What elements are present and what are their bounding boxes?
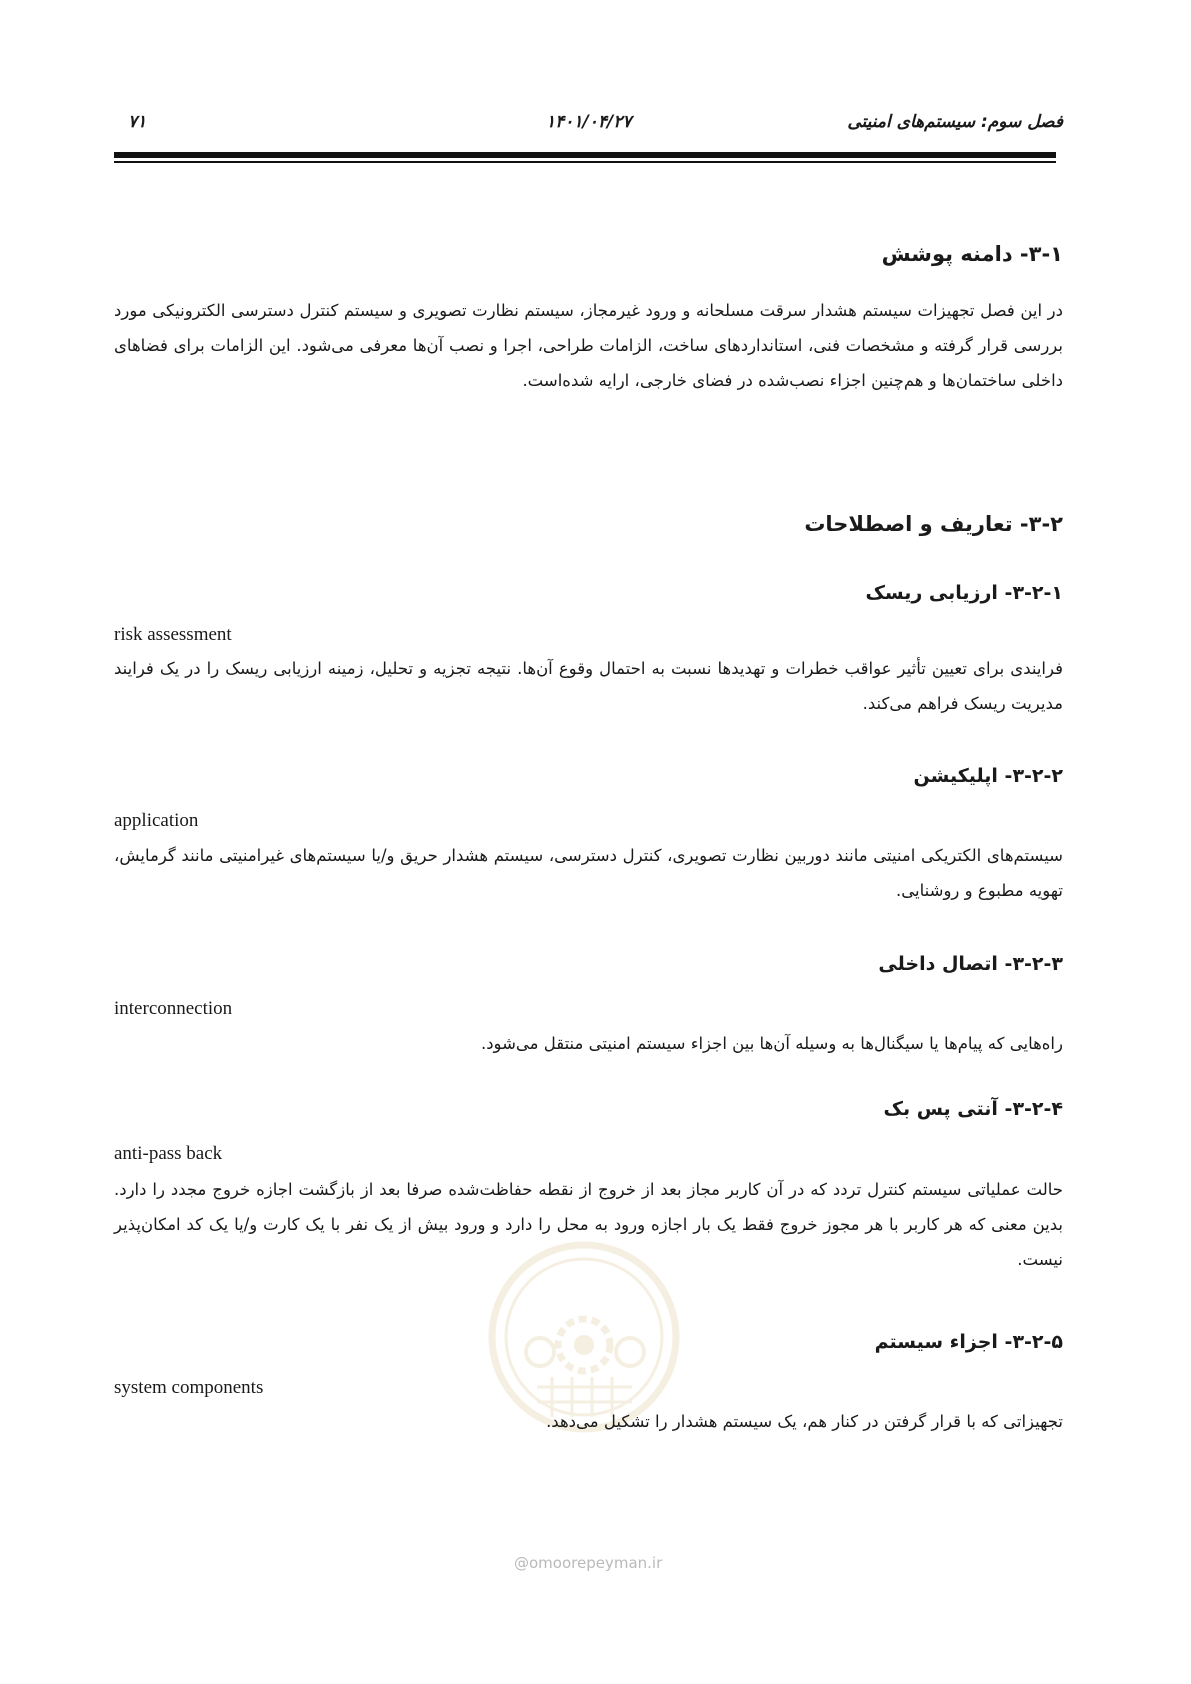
- definition-interconnection: راه‌هایی که پیام‌ها یا سیگنال‌ها به وسیله آن‌ها بین اجزاء سیستم امنیتی منتقل می‌شود.: [480, 1034, 1063, 1053]
- definition-system-components: تجهیزاتی که با قرار گرفتن در کنار هم، یک سیستم هشدار را تشکیل می‌دهد.: [546, 1412, 1063, 1431]
- definition-application: سیستم‌های الکتریکی امنیتی مانند دوربین نظارت تصویری، کنترل دسترسی، سیستم هشدار حریق و/یا سیستم‌های غیرامنیتی مانند گرمایش، تهویه مطبوع و روشنایی.: [114, 846, 1063, 900]
- definition-anti-pass-back: حالت عملیاتی سیستم کنترل تردد که در آن کاربر مجاز بعد از خروج از نقطه حفاظت‌شده صرفا بعد از بازگشت اجازه خروج مجدد را دارد. بدین معنی که هر کاربر با هر مجوز خروج فقط یک بار اجازه ورود به محل را دارد و ورود بیش از یک نفر با یک کارت و/یا یک کد امکان‌پذیر نیست.: [114, 1180, 1063, 1269]
- header-rule-thick: [114, 152, 1056, 158]
- page-number: ۷۱: [128, 112, 147, 132]
- running-header-chapter: فصل سوم: سیستم‌های امنیتی: [847, 112, 1063, 132]
- english-term-system-components: system components: [114, 1377, 264, 1398]
- header-rule-thin: [114, 161, 1056, 163]
- subsection-heading-anti-pass-back: ۳-۲-۴- آنتی پس بک: [883, 1098, 1063, 1120]
- english-term-risk-assessment: risk assessment: [114, 624, 232, 645]
- subsection-heading-application: ۳-۲-۲- اپلیکیشن: [913, 765, 1063, 787]
- subsection-heading-interconnection: ۳-۲-۳- اتصال داخلی: [878, 953, 1063, 975]
- watermark-url: @omoorepeyman.ir: [514, 1554, 663, 1572]
- running-header-date: ۱۴۰۱/۰۴/۲۷: [546, 112, 632, 132]
- english-term-anti-pass-back: anti-pass back: [114, 1143, 223, 1164]
- definition-risk-assessment: فرایندی برای تعیین تأثیر عواقب خطرات و تهدیدها نسبت به احتمال وقوع آن‌ها. نتیجه تجزیه و تحلیل، زمینه ارزیابی ریسک را در یک فرایند مدیریت ریسک فراهم می‌کند.: [114, 659, 1063, 713]
- subsection-heading-system-components: ۳-۲-۵- اجزاء سیستم: [874, 1331, 1063, 1353]
- section-heading-definitions: ۳-۲- تعاریف و اصطلاحات: [804, 512, 1063, 536]
- section-heading-scope: ۳-۱- دامنه پوشش: [881, 242, 1063, 266]
- english-term-application: application: [114, 810, 199, 831]
- subsection-heading-risk-assessment: ۳-۲-۱- ارزیابی ریسک: [865, 582, 1063, 604]
- english-term-interconnection: interconnection: [114, 998, 233, 1019]
- section-body-scope: در این فصل تجهیزات سیستم هشدار سرقت مسلحانه و ورود غیرمجاز، سیستم نظارت تصویری و سیستم کنترل دسترسی الکترونیکی مورد بررسی قرار گرفته و مشخصات فنی، استانداردهای ساخت، الزامات طراحی، اجرا و نصب آن‌ها معرفی می‌شود. این الزامات برای فضاهای داخلی ساختمان‌ها و هم‌چنین اجزاء نصب‌شده در فضای خارجی، ارایه شده‌است.: [114, 301, 1063, 390]
